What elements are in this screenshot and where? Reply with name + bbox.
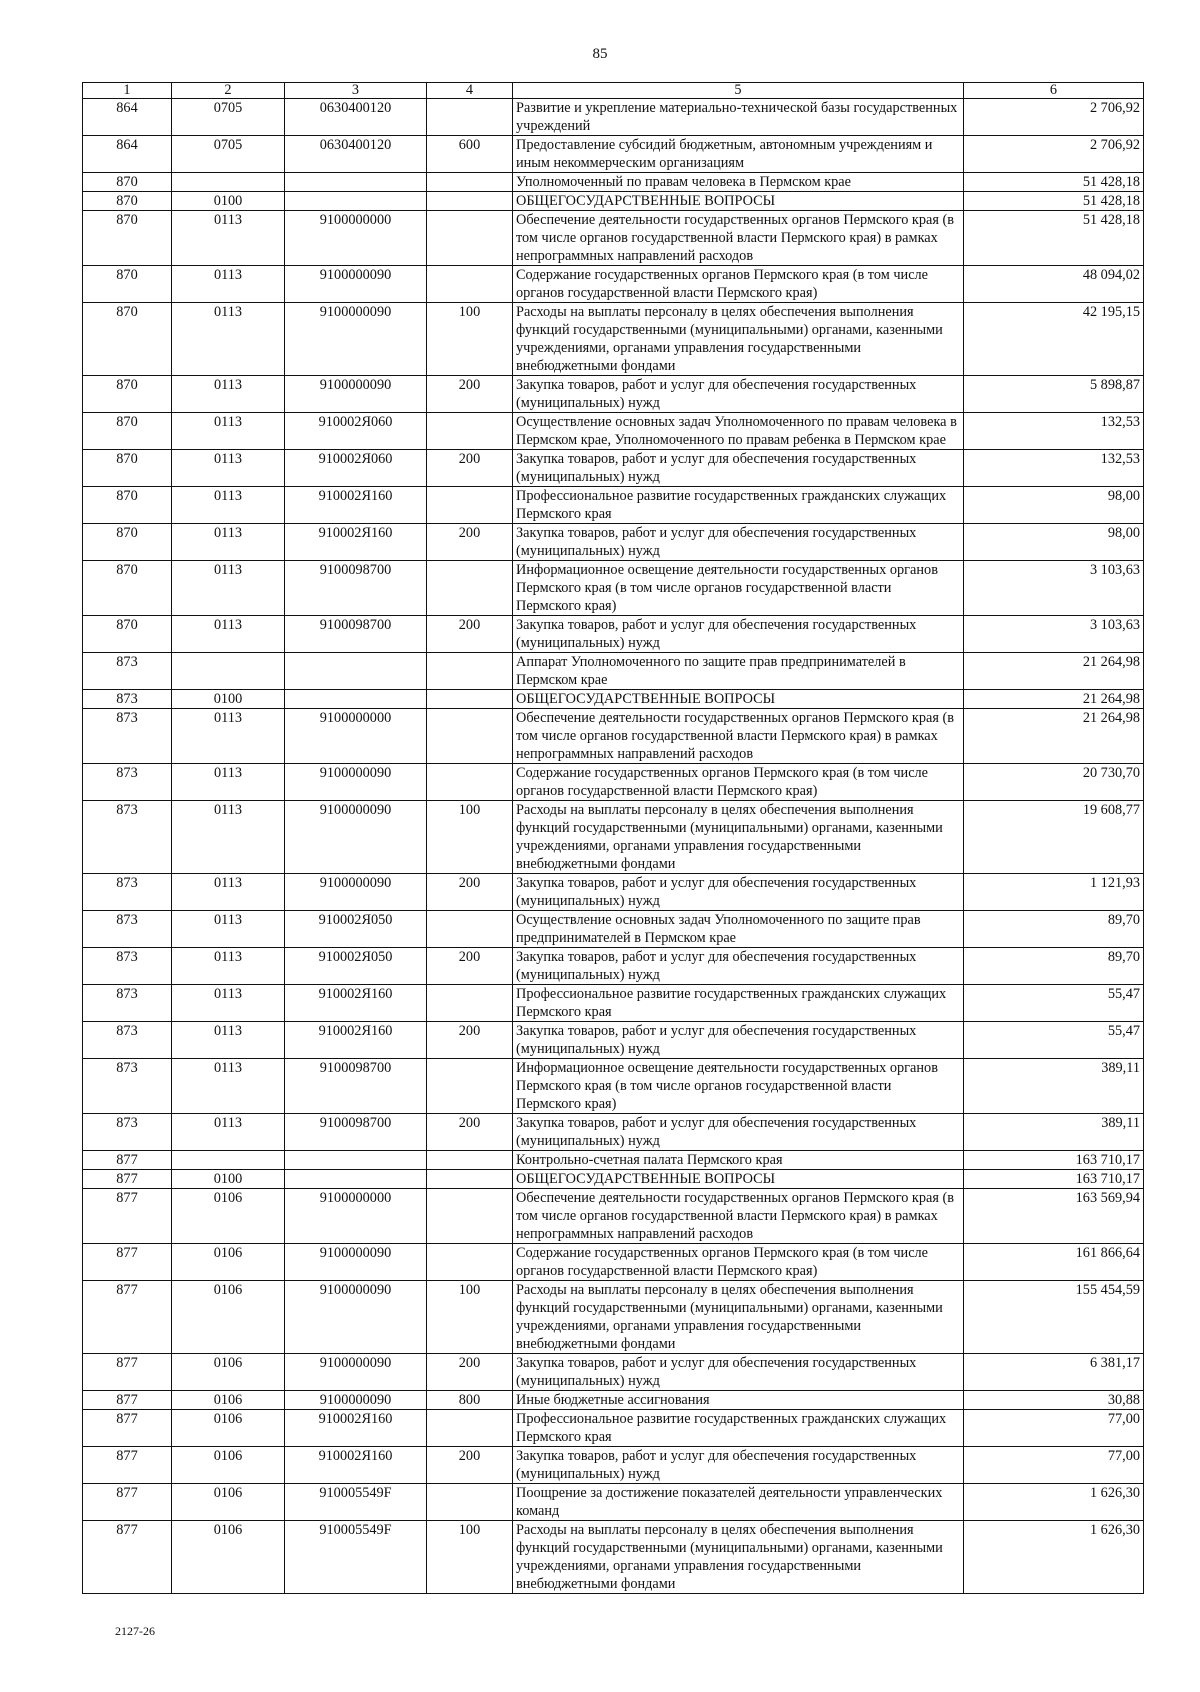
amount-cell: 155 454,59 <box>964 1281 1144 1354</box>
table-row <box>83 801 1144 874</box>
amount-cell: 1 121,93 <box>964 874 1144 911</box>
admin-code-cell: 870 <box>83 303 172 376</box>
expense-type-cell: 100 <box>427 1281 513 1354</box>
description-cell: Иные бюджетные ассигнования <box>513 1391 964 1410</box>
section-code-cell: 0113 <box>172 801 285 874</box>
description-cell: Закупка товаров, работ и услуг для обеспечения государственных (муниципальных) нужд <box>513 1354 964 1391</box>
table-row <box>83 524 1144 561</box>
table-row <box>83 303 1144 376</box>
target-article-cell: 9100000000 <box>285 211 427 266</box>
table-row <box>83 874 1144 911</box>
description-cell: Осуществление основных задач Уполномоченного по защите прав предпринимателей в Пермском крае <box>513 911 964 948</box>
expense-type-cell: 100 <box>427 1521 513 1594</box>
table-row <box>83 616 1144 653</box>
admin-code-cell: 873 <box>83 911 172 948</box>
table-row <box>83 173 1144 192</box>
amount-cell: 89,70 <box>964 948 1144 985</box>
target-article-cell: 9100000090 <box>285 1354 427 1391</box>
section-code-cell <box>172 1151 285 1170</box>
amount-cell: 163 710,17 <box>964 1170 1144 1189</box>
description-cell: Обеспечение деятельности государственных органов Пермского края (в том числе органов государственной власти Пермского края) в рамках непрограммных направлений расходов <box>513 211 964 266</box>
description-cell: Содержание государственных органов Пермского края (в том числе органов государственной власти Пермского края) <box>513 764 964 801</box>
column-header: 3 <box>285 83 427 99</box>
admin-code-cell: 877 <box>83 1244 172 1281</box>
admin-code-cell: 877 <box>83 1521 172 1594</box>
target-article-cell: 9100098700 <box>285 1059 427 1114</box>
description-cell: Расходы на выплаты персоналу в целях обеспечения выполнения функций государственными (муниципальными) органами, казенными учреждениями, органами управления государственными внебюджетными фондами <box>513 801 964 874</box>
target-article-cell: 9100098700 <box>285 1114 427 1151</box>
expense-type-cell <box>427 266 513 303</box>
section-code-cell: 0113 <box>172 985 285 1022</box>
expense-type-cell <box>427 413 513 450</box>
table-row <box>83 487 1144 524</box>
page-number: 85 <box>592 46 608 62</box>
expense-type-cell <box>427 487 513 524</box>
target-article-cell: 9100000090 <box>285 1244 427 1281</box>
target-article-cell: 910002Я160 <box>285 487 427 524</box>
section-code-cell: 0113 <box>172 948 285 985</box>
section-code-cell: 0106 <box>172 1281 285 1354</box>
amount-cell: 1 626,30 <box>964 1484 1144 1521</box>
amount-cell: 3 103,63 <box>964 616 1144 653</box>
description-cell: Осуществление основных задач Уполномоченного по правам человека в Пермском крае, Уполномоченного по правам ребенка в Пермском крае <box>513 413 964 450</box>
admin-code-cell: 873 <box>83 985 172 1022</box>
section-code-cell: 0106 <box>172 1447 285 1484</box>
section-code-cell: 0113 <box>172 524 285 561</box>
table-row <box>83 450 1144 487</box>
admin-code-cell: 864 <box>83 136 172 173</box>
expense-type-cell <box>427 709 513 764</box>
description-cell: Аппарат Уполномоченного по защите прав предпринимателей в Пермском крае <box>513 653 964 690</box>
amount-cell: 98,00 <box>964 524 1144 561</box>
amount-cell: 2 706,92 <box>964 136 1144 173</box>
table-row <box>83 985 1144 1022</box>
expense-type-cell <box>427 1170 513 1189</box>
section-code-cell: 0106 <box>172 1244 285 1281</box>
expense-type-cell: 200 <box>427 616 513 653</box>
expense-type-cell: 200 <box>427 450 513 487</box>
footer-code: 2127-26 <box>115 1624 155 1638</box>
section-code-cell: 0113 <box>172 303 285 376</box>
amount-cell: 3 103,63 <box>964 561 1144 616</box>
target-article-cell: 9100000090 <box>285 1391 427 1410</box>
admin-code-cell: 877 <box>83 1151 172 1170</box>
admin-code-cell: 870 <box>83 487 172 524</box>
column-header: 1 <box>83 83 172 99</box>
table-row <box>83 1281 1144 1354</box>
expense-type-cell: 800 <box>427 1391 513 1410</box>
target-article-cell: 910002Я160 <box>285 1410 427 1447</box>
description-cell: Обеспечение деятельности государственных органов Пермского края (в том числе органов государственной власти Пермского края) в рамках непрограммных направлений расходов <box>513 1189 964 1244</box>
admin-code-cell: 877 <box>83 1354 172 1391</box>
expense-type-cell <box>427 1151 513 1170</box>
expense-type-cell <box>427 653 513 690</box>
target-article-cell: 9100000000 <box>285 709 427 764</box>
table-row <box>83 1391 1144 1410</box>
amount-cell: 30,88 <box>964 1391 1144 1410</box>
description-cell: Профессиональное развитие государственных гражданских служащих Пермского края <box>513 487 964 524</box>
expense-type-cell: 200 <box>427 1354 513 1391</box>
section-code-cell: 0100 <box>172 192 285 211</box>
target-article-cell: 910002Я160 <box>285 1022 427 1059</box>
target-article-cell: 9100000090 <box>285 376 427 413</box>
expense-type-cell <box>427 99 513 136</box>
description-cell: Закупка товаров, работ и услуг для обеспечения государственных (муниципальных) нужд <box>513 1114 964 1151</box>
expense-type-cell <box>427 911 513 948</box>
expense-type-cell: 200 <box>427 376 513 413</box>
expense-type-cell: 600 <box>427 136 513 173</box>
section-code-cell: 0106 <box>172 1189 285 1244</box>
description-cell: Обеспечение деятельности государственных органов Пермского края (в том числе органов государственной власти Пермского края) в рамках непрограммных направлений расходов <box>513 709 964 764</box>
amount-cell: 389,11 <box>964 1114 1144 1151</box>
admin-code-cell: 873 <box>83 764 172 801</box>
table-row <box>83 764 1144 801</box>
expense-type-cell <box>427 1189 513 1244</box>
section-code-cell: 0113 <box>172 1059 285 1114</box>
section-code-cell: 0106 <box>172 1410 285 1447</box>
target-article-cell: 9100000090 <box>285 801 427 874</box>
description-cell: Расходы на выплаты персоналу в целях обеспечения выполнения функций государственными (муниципальными) органами, казенными учреждениями, органами управления государственными внебюджетными фондами <box>513 1281 964 1354</box>
table-body <box>83 99 1144 1594</box>
description-cell: Закупка товаров, работ и услуг для обеспечения государственных (муниципальных) нужд <box>513 450 964 487</box>
amount-cell: 51 428,18 <box>964 173 1144 192</box>
expense-type-cell <box>427 1059 513 1114</box>
expense-type-cell <box>427 764 513 801</box>
table-row <box>83 1189 1144 1244</box>
description-cell: Закупка товаров, работ и услуг для обеспечения государственных (муниципальных) нужд <box>513 874 964 911</box>
expense-type-cell: 200 <box>427 874 513 911</box>
admin-code-cell: 873 <box>83 709 172 764</box>
table-row <box>83 1244 1144 1281</box>
amount-cell: 42 195,15 <box>964 303 1144 376</box>
target-article-cell: 9100000090 <box>285 764 427 801</box>
target-article-cell: 910002Я060 <box>285 413 427 450</box>
admin-code-cell: 870 <box>83 450 172 487</box>
admin-code-cell: 870 <box>83 413 172 450</box>
amount-cell: 21 264,98 <box>964 709 1144 764</box>
section-code-cell: 0106 <box>172 1354 285 1391</box>
description-cell: Закупка товаров, работ и услуг для обеспечения государственных (муниципальных) нужд <box>513 376 964 413</box>
target-article-cell: 910002Я050 <box>285 948 427 985</box>
description-cell: Профессиональное развитие государственных гражданских служащих Пермского края <box>513 985 964 1022</box>
description-cell: Предоставление субсидий бюджетным, автономным учреждениям и иным некоммерческим организациям <box>513 136 964 173</box>
target-article-cell <box>285 192 427 211</box>
expense-type-cell <box>427 1410 513 1447</box>
amount-cell: 51 428,18 <box>964 211 1144 266</box>
table-row <box>83 376 1144 413</box>
expense-type-cell: 100 <box>427 801 513 874</box>
column-header: 6 <box>964 83 1144 99</box>
header-row <box>83 83 1144 99</box>
admin-code-cell: 873 <box>83 1022 172 1059</box>
table-row <box>83 709 1144 764</box>
amount-cell: 98,00 <box>964 487 1144 524</box>
admin-code-cell: 877 <box>83 1391 172 1410</box>
section-code-cell: 0106 <box>172 1521 285 1594</box>
target-article-cell <box>285 690 427 709</box>
section-code-cell: 0106 <box>172 1484 285 1521</box>
description-cell: Информационное освещение деятельности государственных органов Пермского края (в том числе органов государственной власти Пермского края) <box>513 561 964 616</box>
admin-code-cell: 870 <box>83 524 172 561</box>
description-cell: Профессиональное развитие государственных гражданских служащих Пермского края <box>513 1410 964 1447</box>
section-code-cell <box>172 173 285 192</box>
amount-cell: 389,11 <box>964 1059 1144 1114</box>
description-cell: Закупка товаров, работ и услуг для обеспечения государственных (муниципальных) нужд <box>513 948 964 985</box>
amount-cell: 2 706,92 <box>964 99 1144 136</box>
expense-type-cell <box>427 985 513 1022</box>
amount-cell: 55,47 <box>964 1022 1144 1059</box>
column-header: 5 <box>513 83 964 99</box>
target-article-cell: 9100000090 <box>285 266 427 303</box>
admin-code-cell: 873 <box>83 690 172 709</box>
target-article-cell: 910002Я160 <box>285 1447 427 1484</box>
amount-cell: 89,70 <box>964 911 1144 948</box>
admin-code-cell: 873 <box>83 1059 172 1114</box>
target-article-cell: 9100098700 <box>285 616 427 653</box>
target-article-cell <box>285 173 427 192</box>
table-row <box>83 1410 1144 1447</box>
description-cell: Закупка товаров, работ и услуг для обеспечения государственных (муниципальных) нужд <box>513 616 964 653</box>
description-cell: ОБЩЕГОСУДАРСТВЕННЫЕ ВОПРОСЫ <box>513 690 964 709</box>
description-cell: Содержание государственных органов Пермского края (в том числе органов государственной власти Пермского края) <box>513 1244 964 1281</box>
description-cell: Содержание государственных органов Пермского края (в том числе органов государственной власти Пермского края) <box>513 266 964 303</box>
section-code-cell: 0113 <box>172 1022 285 1059</box>
admin-code-cell: 877 <box>83 1281 172 1354</box>
table-row <box>83 690 1144 709</box>
admin-code-cell: 873 <box>83 874 172 911</box>
table-row <box>83 911 1144 948</box>
admin-code-cell: 873 <box>83 653 172 690</box>
column-header: 2 <box>172 83 285 99</box>
target-article-cell: 9100000090 <box>285 874 427 911</box>
admin-code-cell: 877 <box>83 1484 172 1521</box>
target-article-cell: 910002Я160 <box>285 985 427 1022</box>
expense-type-cell <box>427 1244 513 1281</box>
table-row <box>83 1151 1144 1170</box>
table-row <box>83 1059 1144 1114</box>
section-code-cell: 0113 <box>172 764 285 801</box>
expense-type-cell <box>427 192 513 211</box>
expense-type-cell <box>427 173 513 192</box>
column-header: 4 <box>427 83 513 99</box>
section-code-cell: 0113 <box>172 211 285 266</box>
admin-code-cell: 870 <box>83 173 172 192</box>
amount-cell: 21 264,98 <box>964 653 1144 690</box>
target-article-cell <box>285 653 427 690</box>
target-article-cell <box>285 1170 427 1189</box>
section-code-cell: 0113 <box>172 709 285 764</box>
description-cell: Закупка товаров, работ и услуг для обеспечения государственных (муниципальных) нужд <box>513 1447 964 1484</box>
amount-cell: 77,00 <box>964 1410 1144 1447</box>
description-cell: Закупка товаров, работ и услуг для обеспечения государственных (муниципальных) нужд <box>513 524 964 561</box>
table-row <box>83 1022 1144 1059</box>
target-article-cell: 9100000090 <box>285 303 427 376</box>
description-cell: ОБЩЕГОСУДАРСТВЕННЫЕ ВОПРОСЫ <box>513 1170 964 1189</box>
amount-cell: 163 569,94 <box>964 1189 1144 1244</box>
admin-code-cell: 864 <box>83 99 172 136</box>
target-article-cell: 910005549F <box>285 1484 427 1521</box>
target-article-cell <box>285 1151 427 1170</box>
table-row <box>83 1354 1144 1391</box>
table-row <box>83 211 1144 266</box>
description-cell: Расходы на выплаты персоналу в целях обеспечения выполнения функций государственными (муниципальными) органами, казенными учреждениями, органами управления государственными внебюджетными фондами <box>513 1521 964 1594</box>
section-code-cell: 0113 <box>172 376 285 413</box>
amount-cell: 21 264,98 <box>964 690 1144 709</box>
table-row <box>83 1484 1144 1521</box>
description-cell: Развитие и укрепление материально-технической базы государственных учреждений <box>513 99 964 136</box>
target-article-cell: 9100098700 <box>285 561 427 616</box>
target-article-cell: 910005549F <box>285 1521 427 1594</box>
admin-code-cell: 877 <box>83 1189 172 1244</box>
section-code-cell <box>172 653 285 690</box>
admin-code-cell: 873 <box>83 1114 172 1151</box>
expense-type-cell: 200 <box>427 524 513 561</box>
admin-code-cell: 870 <box>83 266 172 303</box>
description-cell: Уполномоченный по правам человека в Пермском крае <box>513 173 964 192</box>
admin-code-cell: 870 <box>83 192 172 211</box>
admin-code-cell: 870 <box>83 211 172 266</box>
amount-cell: 1 626,30 <box>964 1521 1144 1594</box>
expense-type-cell: 200 <box>427 1022 513 1059</box>
table-row <box>83 653 1144 690</box>
table-row <box>83 948 1144 985</box>
amount-cell: 132,53 <box>964 413 1144 450</box>
section-code-cell: 0113 <box>172 874 285 911</box>
expense-type-cell: 200 <box>427 948 513 985</box>
target-article-cell: 0630400120 <box>285 136 427 173</box>
section-code-cell: 0705 <box>172 99 285 136</box>
amount-cell: 20 730,70 <box>964 764 1144 801</box>
target-article-cell: 0630400120 <box>285 99 427 136</box>
table-row <box>83 99 1144 136</box>
expense-type-cell: 100 <box>427 303 513 376</box>
expense-type-cell <box>427 690 513 709</box>
description-cell: ОБЩЕГОСУДАРСТВЕННЫЕ ВОПРОСЫ <box>513 192 964 211</box>
section-code-cell: 0113 <box>172 616 285 653</box>
target-article-cell: 910002Я060 <box>285 450 427 487</box>
section-code-cell: 0705 <box>172 136 285 173</box>
target-article-cell: 9100000000 <box>285 1189 427 1244</box>
table-row <box>83 1170 1144 1189</box>
target-article-cell: 910002Я160 <box>285 524 427 561</box>
description-cell: Расходы на выплаты персоналу в целях обеспечения выполнения функций государственными (муниципальными) органами, казенными учреждениями, органами управления государственными внебюджетными фондами <box>513 303 964 376</box>
description-cell: Контрольно-счетная палата Пермского края <box>513 1151 964 1170</box>
admin-code-cell: 873 <box>83 801 172 874</box>
amount-cell: 161 866,64 <box>964 1244 1144 1281</box>
section-code-cell: 0100 <box>172 1170 285 1189</box>
section-code-cell: 0113 <box>172 911 285 948</box>
amount-cell: 163 710,17 <box>964 1151 1144 1170</box>
target-article-cell: 9100000090 <box>285 1281 427 1354</box>
section-code-cell: 0100 <box>172 690 285 709</box>
section-code-cell: 0113 <box>172 1114 285 1151</box>
amount-cell: 132,53 <box>964 450 1144 487</box>
table-row <box>83 266 1144 303</box>
admin-code-cell: 870 <box>83 561 172 616</box>
amount-cell: 48 094,02 <box>964 266 1144 303</box>
expense-type-cell <box>427 561 513 616</box>
admin-code-cell: 877 <box>83 1447 172 1484</box>
amount-cell: 55,47 <box>964 985 1144 1022</box>
budget-table <box>82 82 1144 1594</box>
section-code-cell: 0113 <box>172 561 285 616</box>
section-code-cell: 0113 <box>172 266 285 303</box>
table-row <box>83 192 1144 211</box>
amount-cell: 19 608,77 <box>964 801 1144 874</box>
description-cell: Поощрение за достижение показателей деятельности управленческих команд <box>513 1484 964 1521</box>
section-code-cell: 0113 <box>172 487 285 524</box>
table-row <box>83 1114 1144 1151</box>
table-row <box>83 561 1144 616</box>
description-cell: Информационное освещение деятельности государственных органов Пермского края (в том числе органов государственной власти Пермского края) <box>513 1059 964 1114</box>
description-cell: Закупка товаров, работ и услуг для обеспечения государственных (муниципальных) нужд <box>513 1022 964 1059</box>
table-row <box>83 136 1144 173</box>
admin-code-cell: 877 <box>83 1170 172 1189</box>
section-code-cell: 0106 <box>172 1391 285 1410</box>
table-row <box>83 1447 1144 1484</box>
expense-type-cell: 200 <box>427 1114 513 1151</box>
table-row <box>83 413 1144 450</box>
admin-code-cell: 873 <box>83 948 172 985</box>
table-row <box>83 1521 1144 1594</box>
amount-cell: 6 381,17 <box>964 1354 1144 1391</box>
expense-type-cell <box>427 1484 513 1521</box>
target-article-cell: 910002Я050 <box>285 911 427 948</box>
admin-code-cell: 877 <box>83 1410 172 1447</box>
amount-cell: 5 898,87 <box>964 376 1144 413</box>
admin-code-cell: 870 <box>83 616 172 653</box>
amount-cell: 51 428,18 <box>964 192 1144 211</box>
expense-type-cell: 200 <box>427 1447 513 1484</box>
section-code-cell: 0113 <box>172 413 285 450</box>
expense-type-cell <box>427 211 513 266</box>
admin-code-cell: 870 <box>83 376 172 413</box>
section-code-cell: 0113 <box>172 450 285 487</box>
amount-cell: 77,00 <box>964 1447 1144 1484</box>
